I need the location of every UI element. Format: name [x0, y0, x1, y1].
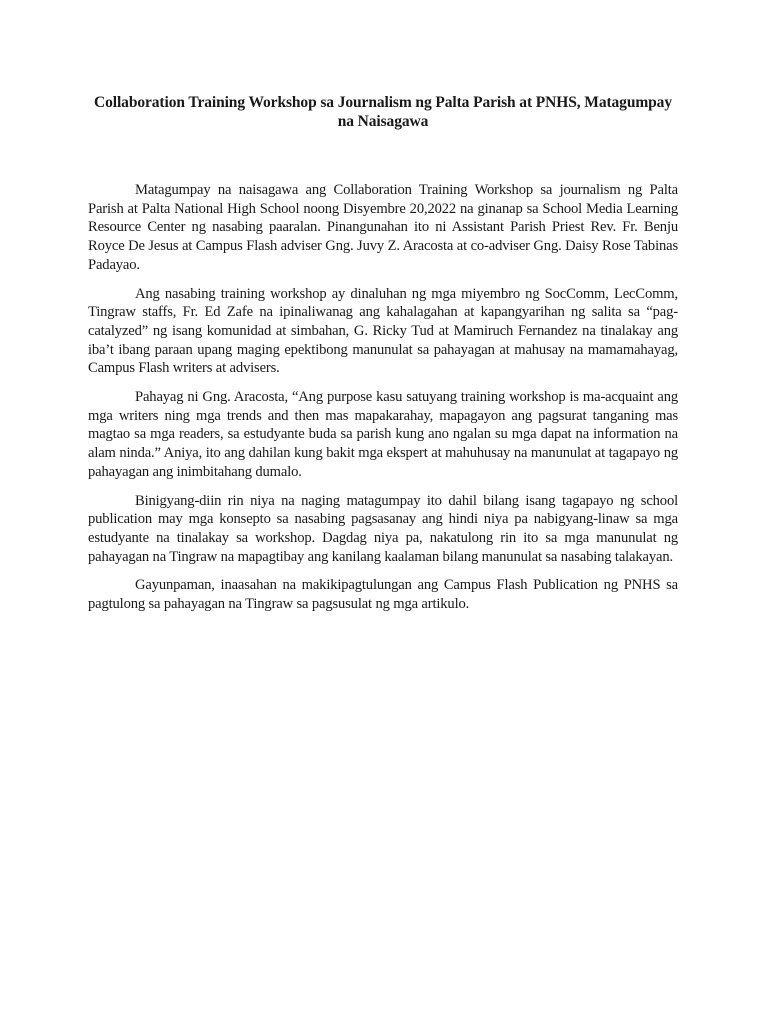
document-title: Collaboration Training Workshop sa Journalism ng Palta Parish at PNHS, Matagumpay na Naisagawa: [94, 94, 672, 130]
paragraph-3: Pahayag ni Gng. Aracosta, “Ang purpose kasu satuyang training workshop is ma-acquaint ang mga writers ning mga trends and then mas mapakarahay, mapagayon ang pagsurat tanganing mas magtao sa mga readers, sa estudyante buda sa parish kung ano ngalan su mga dapat na information na alam ninda.” Aniya, ito ang dahilan kung bakit mga ekspert at mahuhusay na manunulat at tagapayo ng pahayagan ang inimbitahang dumalo.: [88, 389, 678, 480]
paragraph-4: Binigyang-diin rin niya na naging matagumpay ito dahil bilang isang tagapayo ng school publication may mga konsepto sa nasabing pagsasanay ang hindi niya pa nabigyang-linaw sa mga estudyante na tinalakay sa workshop. Dagdag niya pa, nakatulong rin ito sa mga manunulat ng pahayagan na Tingraw na mapagtibay ang kanilang kaalaman bilang manunulat sa nasabing talakayan.: [88, 492, 678, 565]
document-page: [88, 93, 678, 624]
paragraph-5: Gayunpaman, inaasahan na makikipagtulungan ang Campus Flash Publication ng PNHS sa pagtulong sa pahayagan na Tingraw sa pagsusulat ng mga artikulo.: [88, 577, 678, 613]
paragraph-1: Matagumpay na naisagawa ang Collaboration Training Workshop sa journalism ng Palta Parish at Palta National High School noong Disyembre 20,2022 na ginanap sa School Media Learning Resource Center ng nasabing paaralan. Pinangunahan ito ni Assistant Parish Priest Rev. Fr. Benju Royce De Jesus at Campus Flash adviser Gng. Juvy Z. Aracosta at co-adviser Gng. Daisy Rose Tabinas Padayao.: [88, 182, 678, 273]
document-body: [88, 181, 678, 614]
paragraph-2: Ang nasabing training workshop ay dinaluhan ng mga miyembro ng SocComm, LecComm, Tingraw staffs, Fr. Ed Zafe na ipinaliwanag ang kahalagahan at kapangyarihan ng salita sa “pag-catalyzed” ng isang komunidad at simbahan, G. Ricky Tud at Mamiruch Fernandez na tinalakay ang iba’t ibang paraan upang maging epektibong manunulat sa pahayagan at mahusay na mamamahayag, Campus Flash writers at advisers.: [88, 285, 678, 377]
